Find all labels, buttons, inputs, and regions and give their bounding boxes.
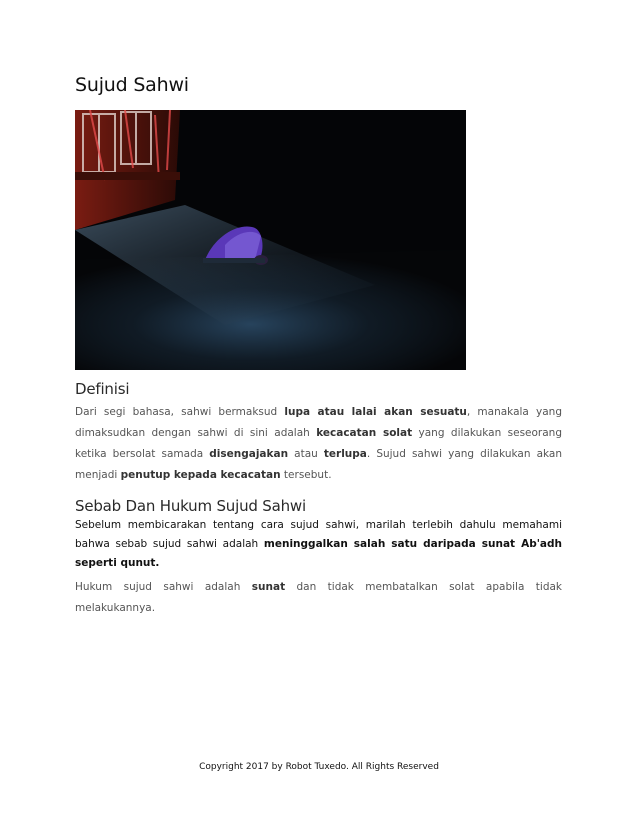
- text-span: dan tidak membatalkan solat apabila tidak melakukannya.: [75, 581, 562, 614]
- sebab-paragraph: [75, 516, 562, 573]
- bold-text: lupa atau lalai akan sesuatu: [284, 406, 467, 418]
- text-span: yang dilakukan seseorang ketika bersolat samada: [75, 427, 562, 460]
- text-span: tersebut.: [280, 469, 332, 481]
- copyright-footer: Copyright 2017 by Robot Tuxedo. All Rights Reserved: [199, 762, 439, 772]
- text-span: Hukum sujud sahwi adalah: [75, 581, 252, 593]
- bold-text: kecacatan solat: [316, 427, 413, 439]
- text-span: Sebelum membicarakan tentang cara sujud sahwi, marilah terlebih dahulu memahami bahwa sebab sujud sahwi adalah: [75, 519, 562, 550]
- bold-text: terlupa: [323, 448, 367, 460]
- text-span: atau: [288, 448, 324, 460]
- sujud-photo: [75, 110, 466, 370]
- text-span: Dari segi bahasa, sahwi bermaksud: [75, 406, 285, 418]
- definisi-heading: Definisi: [75, 380, 130, 398]
- bold-text: penutup kepada kecacatan: [120, 469, 281, 481]
- hukum-paragraph: [75, 577, 562, 619]
- text-span: . Sujud sahwi yang dilakukan akan menjadi: [75, 448, 562, 481]
- bold-text: disengajakan: [209, 448, 289, 460]
- definisi-paragraph: [75, 402, 562, 486]
- page-title: Sujud Sahwi: [75, 74, 189, 96]
- text-span: , manakala yang dimaksudkan dengan sahwi di sini adalah: [75, 406, 562, 439]
- photo-illustration: [75, 110, 466, 370]
- bold-text: sunat: [251, 581, 286, 593]
- bold-text: meninggalkan salah satu daripada sunat Ab'adh seperti qunut.: [75, 538, 562, 569]
- sebab-heading: Sebab Dan Hukum Sujud Sahwi: [75, 497, 306, 515]
